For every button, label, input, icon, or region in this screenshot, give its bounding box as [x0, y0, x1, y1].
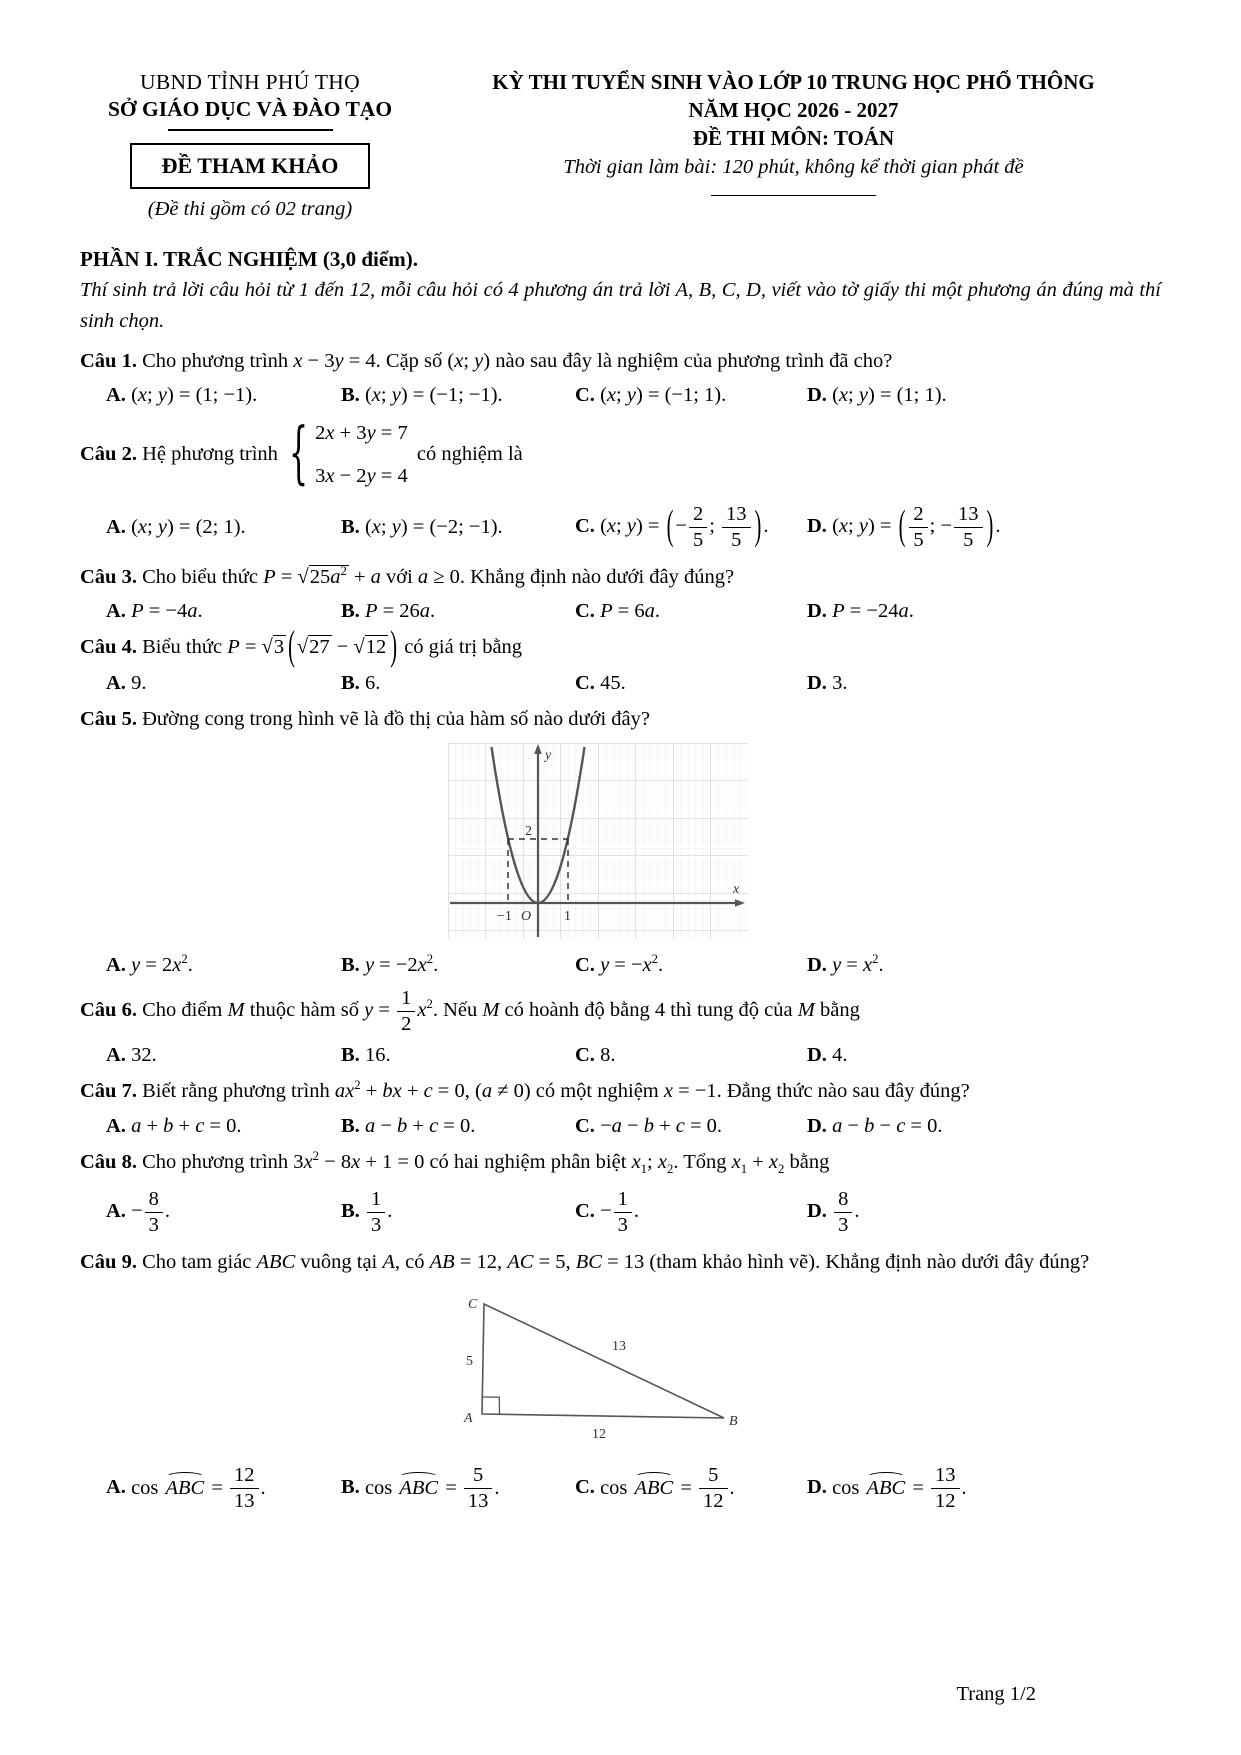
question-5-label: Câu 5.: [80, 707, 137, 730]
option-key: C.: [575, 671, 595, 694]
question-8-text: Cho phương trình $3x^2 - 8x + 1 = 0$ có hai nghiệm phân biệt $x_1$; $x_2$. Tổng $x_1 + x_2$ bằng: [142, 1149, 830, 1176]
option-c: [575, 952, 807, 977]
option-value: −a − b + c = 0.: [600, 1114, 723, 1137]
y-axis-label: y: [545, 748, 552, 764]
question-7-label: Câu 7.: [80, 1080, 137, 1103]
option-key: D.: [807, 1476, 827, 1499]
question-9-label: Câu 9.: [80, 1250, 137, 1273]
triangle-figure: [432, 1292, 1161, 1453]
question-6-label: Câu 6.: [80, 999, 137, 1022]
option-c: [575, 502, 807, 553]
question-3-text: Cho biểu thức $P = √25a^2 + a$ với a ≥ 0. Khẳng định nào dưới đây đúng?: [142, 563, 735, 588]
option-value: $\frac{8}{3}$ .: [832, 1200, 859, 1222]
question-2-options: [80, 502, 1161, 553]
option-key: C.: [575, 600, 595, 623]
question-4-text: Biểu thức P = √3 (√27 − √12 ) có giá trị bằng: [142, 624, 523, 669]
option-c: [575, 384, 807, 407]
option-value: (x; y) = ( $\frac{2}{5}$ ; − $\frac{13}{5}$ ).: [832, 502, 1001, 551]
option-key: B.: [341, 954, 360, 977]
option-b: [341, 1463, 575, 1514]
question-9-options: [80, 1463, 1161, 1514]
question-5: [80, 704, 1161, 736]
school-year: NĂM HỌC 2026 - 2027: [688, 98, 899, 122]
option-value: P = −24a.: [832, 600, 914, 623]
origin-label: O: [521, 909, 532, 925]
option-value: P = 26a.: [364, 600, 436, 623]
header-left: [80, 70, 420, 221]
option-value: cos ABC = $\frac{12}{13}$ .: [131, 1464, 266, 1513]
option-value: (x; y) = (− $\frac{2}{5}$ ; $\frac{13}{5}$ ).: [600, 502, 769, 551]
section-title: PHẦN I. TRẮC NGHIỆM (3,0 điểm).: [80, 247, 418, 271]
option-key: C.: [575, 954, 595, 977]
option-d: [807, 1463, 1161, 1514]
option-a: [106, 1044, 341, 1067]
option-value: a + b + c = 0.: [131, 1114, 242, 1137]
question-6-options: [80, 1044, 1161, 1067]
question-7-text: Biết rằng phương trình $ax^2$ + bx + c = 0, (a ≠ 0) có một nghiệm x = −1. Đẳng thức nào sau đây đúng?: [142, 1078, 970, 1103]
option-value: 3.: [832, 671, 848, 694]
option-key: D.: [807, 1044, 827, 1067]
option-key: D.: [807, 1199, 827, 1222]
side-ac-label: 5: [466, 1354, 473, 1370]
question-8-options: [80, 1187, 1161, 1238]
option-key: B.: [341, 1199, 360, 1222]
right-angle-mark: [482, 1397, 499, 1414]
option-a: [106, 384, 341, 407]
option-a: [106, 1463, 341, 1514]
option-key: A.: [106, 954, 126, 977]
page-header: [80, 70, 1161, 221]
question-1: [80, 346, 1161, 378]
option-key: C.: [575, 1114, 595, 1137]
option-value: (x; y) = (−1; −1).: [364, 384, 503, 407]
option-key: B.: [341, 600, 360, 623]
option-a: [106, 1187, 341, 1238]
option-b: [341, 516, 575, 539]
option-value: 45.: [600, 671, 626, 694]
option-value: (x; y) = (2; 1).: [131, 515, 246, 538]
question-7: [80, 1076, 1161, 1108]
y-tick-2: 2: [525, 824, 532, 840]
side-bc-label: 13: [612, 1339, 626, 1355]
question-3-label: Câu 3.: [80, 565, 137, 588]
option-value: a − b + c = 0.: [364, 1114, 476, 1137]
question-2-label: Câu 2.: [80, 443, 137, 466]
option-a: [106, 1115, 341, 1138]
option-key: A.: [106, 1044, 126, 1067]
option-value: 4.: [832, 1044, 848, 1067]
option-b: [341, 952, 575, 977]
option-c: [575, 672, 807, 695]
option-value: − $\frac{1}{3}$ .: [600, 1187, 639, 1236]
option-d: [807, 952, 1161, 977]
option-c: [575, 1044, 807, 1067]
question-8-label: Câu 8.: [80, 1150, 137, 1173]
option-c: [575, 600, 807, 623]
option-key: D.: [807, 671, 827, 694]
option-key: B.: [341, 384, 360, 407]
option-value: (x; y) = (1; 1).: [832, 384, 947, 407]
question-6-text: Cho điểm M thuộc hàm số y = $\frac{1}{2}$ $x^2$. Nếu M có hoành độ bằng 4 thì tung độ của M bằng: [142, 987, 860, 1036]
option-key: D.: [807, 384, 827, 407]
reference-exam-box: ĐỀ THAM KHẢO: [130, 143, 371, 189]
option-value: cos ABC = $\frac{13}{12}$ .: [832, 1464, 967, 1513]
question-9: [80, 1247, 1161, 1279]
option-value: $y = x^2$.: [832, 952, 884, 977]
department-name: SỞ GIÁO DỤC VÀ ĐÀO TẠO: [107, 97, 393, 121]
option-b: [341, 1044, 575, 1067]
parabola-graph-svg: [448, 743, 748, 939]
option-value: (x; y) = (1; −1).: [131, 384, 258, 407]
x-axis-label: x: [733, 882, 740, 898]
triangle-svg: [432, 1292, 742, 1447]
option-a: [106, 600, 341, 623]
option-key: D.: [807, 954, 827, 977]
option-c: [575, 1463, 807, 1514]
option-key: D.: [807, 600, 827, 623]
option-key: C.: [575, 1199, 595, 1222]
option-b: [341, 1187, 575, 1238]
option-key: D.: [807, 1114, 827, 1137]
option-value: 9.: [131, 671, 147, 694]
vertex-b-label: B: [729, 1414, 738, 1430]
page-number: Trang 1/2: [956, 1683, 1036, 1705]
page-count-note: (Đề thi gồm có 02 trang): [147, 198, 353, 220]
option-value: $y = 2x^2$.: [131, 952, 193, 977]
option-key: C.: [575, 1476, 595, 1499]
option-value: 32.: [131, 1044, 157, 1067]
option-key: B.: [341, 1114, 360, 1137]
option-d: [807, 1187, 1161, 1238]
question-5-text: Đường cong trong hình vẽ là đồ thị của hàm số nào dưới đây?: [142, 707, 650, 730]
option-value: P = −4a.: [131, 600, 203, 623]
question-1-text: Cho phương trình x − 3y = 4. Cặp số (x; y) nào sau đây là nghiệm của phương trình đã cho?: [142, 349, 893, 372]
option-value: P = 6a.: [600, 600, 661, 623]
option-value: (x; y) = (−1; 1).: [600, 384, 727, 407]
option-key: A.: [106, 600, 126, 623]
option-d: [807, 600, 1161, 623]
option-key: A.: [106, 1114, 126, 1137]
question-1-label: Câu 1.: [80, 349, 137, 372]
option-key: D.: [807, 514, 827, 537]
option-value: cos ABC = $\frac{5}{12}$ .: [600, 1464, 735, 1513]
question-5-options: [80, 952, 1161, 977]
option-key: A.: [106, 1199, 126, 1222]
option-key: C.: [575, 384, 595, 407]
question-3: [80, 562, 1161, 594]
grid-major: [448, 743, 748, 939]
option-value: $y = -x^2$.: [600, 952, 664, 977]
reference-box-wrap: [80, 141, 420, 198]
triangle-outline: [482, 1304, 724, 1418]
option-b: [341, 672, 575, 695]
option-key: A.: [106, 1476, 126, 1499]
option-value: 8.: [600, 1044, 616, 1067]
option-a: [106, 672, 341, 695]
divider-rule: [168, 129, 333, 131]
option-key: C.: [575, 514, 595, 537]
exam-title: KỲ THI TUYỂN SINH VÀO LỚP 10 TRUNG HỌC PHỔ THÔNG: [492, 70, 1095, 94]
option-a: [106, 952, 341, 977]
option-value: $\frac{1}{3}$ .: [365, 1200, 392, 1222]
authority-name: UBND TỈNH PHÚ THỌ: [140, 70, 360, 94]
option-b: [341, 600, 575, 623]
option-d: [807, 502, 1161, 553]
option-value: − $\frac{8}{3}$ .: [131, 1187, 170, 1236]
divider-rule: [711, 195, 876, 196]
subject-title: ĐỀ THI MÔN: TOÁN: [692, 126, 895, 150]
option-key: C.: [575, 1044, 595, 1067]
question-9-text: Cho tam giác ABC vuông tại A, có AB = 12, AC = 5, BC = 13 (tham khảo hình vẽ). Khẳng định nào dưới đây đúng?: [142, 1250, 1090, 1273]
question-1-options: [80, 384, 1161, 407]
option-c: [575, 1115, 807, 1138]
option-value: 6.: [364, 671, 381, 694]
option-d: [807, 1115, 1161, 1138]
option-d: [807, 672, 1161, 695]
x-tick-neg1: −1: [497, 909, 512, 925]
side-ab-label: 12: [592, 1427, 606, 1443]
option-key: A.: [106, 384, 126, 407]
question-2: [80, 416, 1161, 495]
vertex-a-label: A: [464, 1411, 473, 1427]
question-3-options: [80, 600, 1161, 623]
option-key: B.: [341, 1044, 360, 1067]
header-right: [420, 70, 1161, 196]
option-b: [341, 1115, 575, 1138]
question-2-text: Hệ phương trình { 2x + 3y = 7 3x − 2y = 4 có nghiệm là: [142, 414, 523, 494]
option-key: B.: [341, 1476, 360, 1499]
option-key: B.: [341, 671, 360, 694]
question-4: [80, 624, 1161, 669]
option-value: 16.: [364, 1044, 391, 1067]
option-b: [341, 384, 575, 407]
parabola-figure: [448, 743, 1161, 945]
question-4-label: Câu 4.: [80, 636, 137, 659]
option-value: cos ABC = $\frac{5}{13}$ .: [364, 1464, 500, 1513]
option-value: a − b − c = 0.: [832, 1114, 943, 1137]
question-8: [80, 1147, 1161, 1180]
option-key: B.: [341, 515, 360, 538]
option-a: [106, 516, 341, 539]
option-key: A.: [106, 515, 126, 538]
option-d: [807, 384, 1161, 407]
question-6: [80, 986, 1161, 1037]
option-c: [575, 1187, 807, 1238]
section-instructions: Thí sinh trả lời câu hỏi từ 1 đến 12, mỗi câu hỏi có 4 phương án trả lời A, B, C, D, viết vào tờ giấy thi một phương án đúng mà thí sinh chọn.: [80, 279, 1161, 332]
option-key: A.: [106, 671, 126, 694]
option-value: (x; y) = (−2; −1).: [364, 515, 503, 538]
vertex-c-label: C: [468, 1297, 478, 1313]
question-4-options: [80, 672, 1161, 695]
question-7-options: [80, 1115, 1161, 1138]
duration-note: Thời gian làm bài: 120 phút, không kể thời gian phát đề: [563, 156, 1024, 178]
x-tick-1: 1: [564, 909, 571, 925]
option-d: [807, 1044, 1161, 1067]
option-value: $y = -2x^2$.: [364, 952, 439, 977]
